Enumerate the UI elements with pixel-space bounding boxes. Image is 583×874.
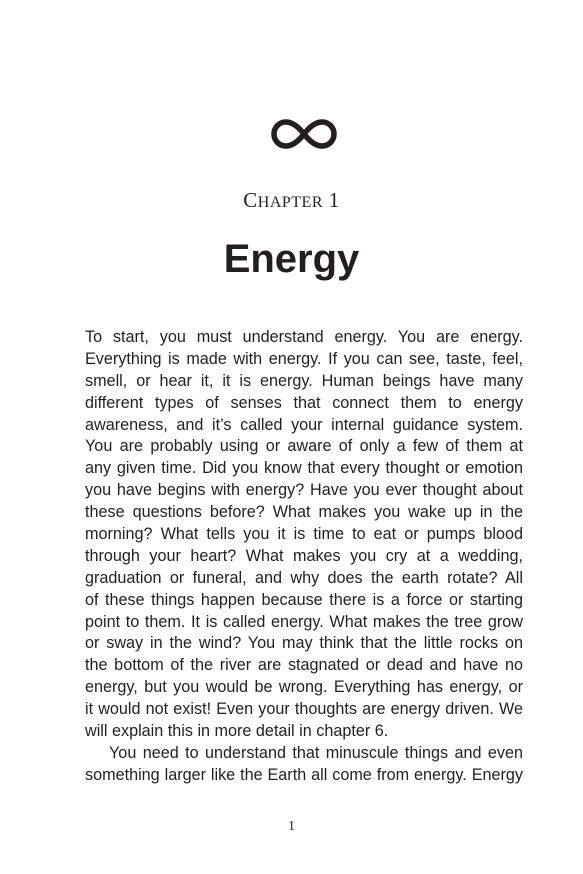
body-line: different types of senses that connect them to energy bbox=[85, 393, 523, 412]
body-line: You are probably using or aware of only a few of them at bbox=[85, 437, 523, 456]
body-line: will explain this in more detail in chapter 6. bbox=[85, 722, 389, 741]
body-line: these questions before? What makes you wake up in the bbox=[85, 503, 523, 522]
body-line: awareness, and it’s called your internal guidance system. bbox=[85, 415, 523, 434]
body-line: or sway in the wind? You may think that the little rocks on bbox=[85, 634, 523, 653]
body-line: the bottom of the river are stagnated or dead and have no bbox=[85, 656, 523, 675]
chapter-label-initial: C bbox=[243, 188, 258, 212]
chapter-label-rest: HAPTER bbox=[257, 194, 323, 211]
body-line: through your heart? What makes you cry at a wedding, bbox=[85, 546, 523, 565]
body-line: of these things happen because there is a force or starting bbox=[85, 590, 523, 609]
body-line: something larger like the Earth all come from energy. Energy bbox=[85, 765, 523, 784]
chapter-number: 1 bbox=[328, 188, 340, 212]
body-line: Everything is made with energy. If you can see, taste, feel, bbox=[85, 349, 523, 368]
chapter-label bbox=[0, 186, 583, 217]
infinity-icon bbox=[270, 117, 338, 151]
body-line: any given time. Did you know that every thought or emotion bbox=[85, 459, 523, 478]
body-line: point to them. It is called energy. What makes the tree grow bbox=[85, 612, 523, 631]
body-line: energy, but you would be wrong. Everything has energy, or bbox=[85, 678, 523, 697]
body-line: you have begins with energy? Have you ever thought about bbox=[85, 481, 523, 500]
body-line: smell, or hear it, it is energy. Human beings have many bbox=[85, 371, 523, 390]
body-line: morning? What tells you it is time to eat or pumps blood bbox=[85, 525, 523, 544]
body-line: To start, you must understand energy. You are energy. bbox=[85, 328, 523, 346]
chapter-title: Energy bbox=[223, 237, 360, 281]
body-text bbox=[85, 327, 523, 787]
body-line: it would not exist! Even your thoughts are energy driven. We bbox=[85, 700, 523, 719]
body-line: You need to understand that minuscule things and even bbox=[109, 743, 523, 762]
page-number: 1 bbox=[288, 819, 295, 834]
body-line: graduation or funeral, and why does the earth rotate? All bbox=[85, 568, 523, 587]
